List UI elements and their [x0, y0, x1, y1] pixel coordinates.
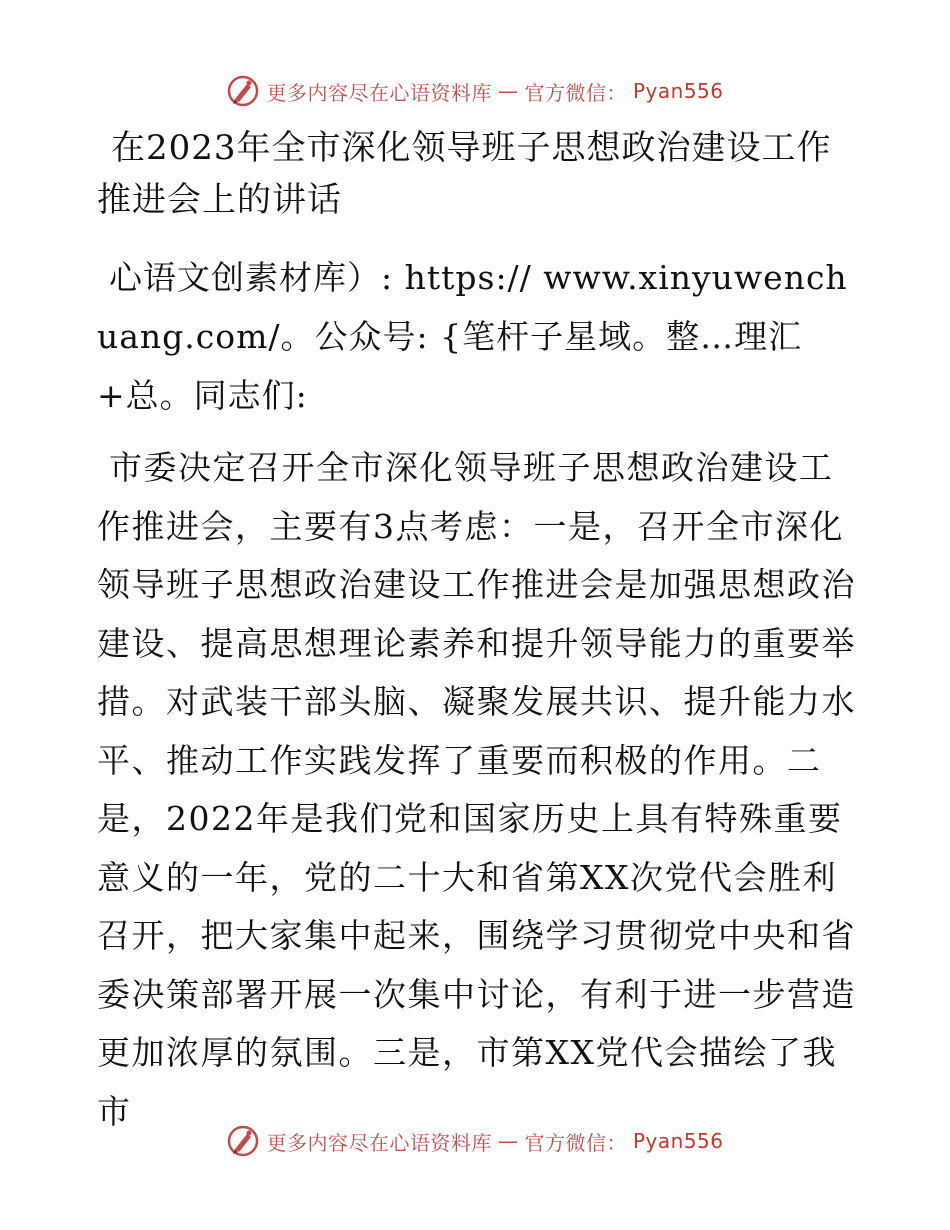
- watermark-wechat-id: Pyan556: [632, 79, 724, 103]
- watermark-official-label: 官方微信：: [524, 1130, 627, 1155]
- footer-watermark: [0, 1124, 950, 1158]
- watermark-dash: —: [497, 79, 519, 103]
- document-title: 在2023年全市深化领导班子思想政治建设工作推进会上的讲话: [97, 128, 832, 220]
- watermark-official-label: 官方微信：: [524, 80, 627, 105]
- source-line: 心语文创素材库）: https:// www.xinyuwenchuang.com/。公众号: {笔杆子星域。整…理汇+总。同志们:: [97, 258, 848, 415]
- watermark-main-text: 更多内容尽在心语资料库: [266, 80, 492, 105]
- header-watermark: [0, 74, 950, 108]
- watermark-main-text: 更多内容尽在心语资料库: [266, 1130, 492, 1155]
- watermark-dash: —: [497, 1129, 519, 1153]
- watermark-wechat-id: Pyan556: [632, 1129, 724, 1153]
- document-body: [97, 122, 857, 1141]
- pen-logo-icon: [226, 74, 260, 108]
- paragraph: 市委决定召开全市深化领导班子思想政治建设工作推进会，主要有3点考虑：一是，召开全市深化领导班子思想政治建设工作推进会是加强思想政治建设、提高思想理论素养和提升领导能力的重要举措。对武装干部头脑、凝聚发展共识、提升能力水平、推动工作实践发挥了重要而积极的作用。二是，2022年是我们党和国家历史上具有特殊重要意义的一年，党的二十大和省第XX次党代会胜利召开，把大家集中起来，围绕学习贯彻党中央和省委决策部署开展一次集中讨论，有利于进一步营造更加浓厚的氛围。三是，市第XX党代会描绘了我市: [97, 448, 856, 1131]
- pen-logo-icon: [226, 1124, 260, 1158]
